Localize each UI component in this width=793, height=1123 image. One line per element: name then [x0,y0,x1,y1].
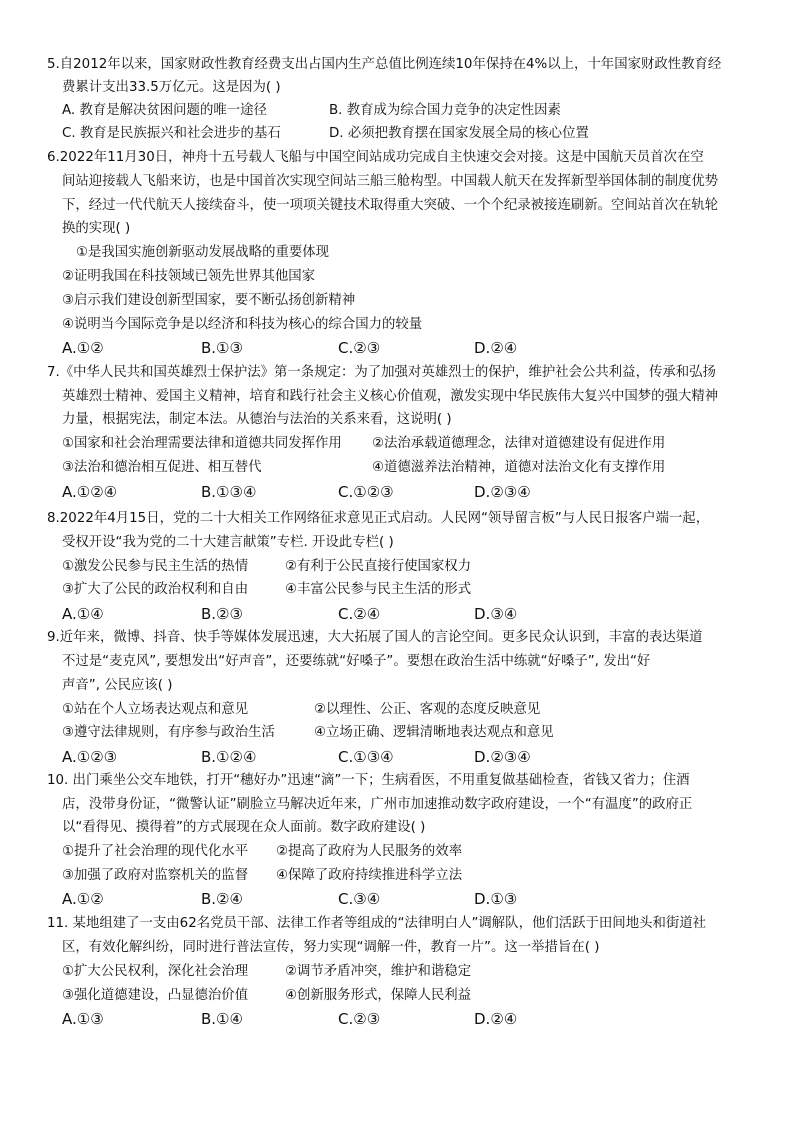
question-stem: 以“看得见、摸得着”的方式展现在众人面前。数字政府建设( ) [62,820,426,835]
statement-4: ④保障了政府持续推进科学立法 [276,868,463,883]
statement-2: ②提高了政府为人民服务的效率 [276,844,463,859]
statement-2: ②法治承载道德理念，法律对道德建设有促进作用 [372,436,666,451]
answer-a[interactable]: A.①②③ [62,748,118,766]
statement-3: ③强化道德建设，凸显德治价值 [62,988,249,1003]
question-stem: 英雄烈士精神、爱国主义精神，培育和践行社会主义核心价值观，激发实现中华民族伟大复兴中国梦的强大精神 [62,389,719,404]
answer-d[interactable]: D.②③④ [474,483,531,501]
question-stem: 7.《中华人民共和国英雄烈士保护法》第一条规定：为了加强对英雄烈士的保护，维护社会公共利益，传承和弘扬 [47,365,716,380]
answer-c[interactable]: C.③④ [338,890,381,908]
statement-3: ③扩大了公民的政治权利和自由 [62,582,249,597]
question-stem: 下，经过一代代航天人接续奋斗，使一项项关键技术取得重大突破、一个个纪录被接连刷新。空间站首次在轨轮 [62,198,719,213]
statement-4: ④创新服务形式，保障人民利益 [285,988,472,1003]
statement-3: ③法治和德治相互促进、相互替代 [62,460,262,475]
option-d[interactable]: D. 必须把教育摆在国家发展全局的核心位置 [329,126,589,141]
question-stem: 声音”, 公民应该( ) [62,678,173,693]
answer-c[interactable]: C.②④ [338,605,381,623]
answer-d[interactable]: D.②④ [474,339,518,357]
option-a[interactable]: A. 教育是解决贫困问题的唯一途径 [62,103,267,118]
answer-b[interactable]: B.②③ [201,605,243,623]
statement-2: ②调节矛盾冲突，维护和谐稳定 [285,964,472,979]
question-stem: 6.2022年11月30日，神舟十五号载人飞船与中国空间站成功完成自主快速交会对接。这是中国航天员首次在空 [47,150,704,165]
answer-b[interactable]: B.①③ [201,339,243,357]
statement-1: ①提升了社会治理的现代化水平 [62,844,249,859]
statement-4: ④立场正确、逻辑清晰地表达观点和意见 [314,725,554,740]
statement-2: ②以理性、公正、客观的态度反映意见 [314,702,541,717]
question-stem: 9.近年来，微博、抖音、快手等媒体发展迅速，大大拓展了国人的言论空间。更多民众认识到，丰富的表达渠道 [47,630,703,645]
question-stem: 11. 某地组建了一支由62名党员干部、法律工作者等组成的“法律明白人”调解队，他们活跃于田间地头和街道社 [47,916,707,931]
statement-1: ①站在个人立场表达观点和意见 [62,702,249,717]
answer-d[interactable]: D.②③④ [474,748,531,766]
answer-a[interactable]: A.①③ [62,1010,104,1028]
answer-d[interactable]: D.③④ [474,605,518,623]
statement-2: ②有利于公民直接行使国家权力 [285,559,472,574]
answer-b[interactable]: B.①④ [201,1010,243,1028]
statement-1: ①是我国实施创新驱动发展战略的重要体现 [76,245,330,260]
statement-1: ①扩大公民权利，深化社会治理 [62,964,249,979]
statement-2: ②证明我国在科技领域已领先世界其他国家 [62,269,316,284]
statement-4: ④丰富公民参与民主生活的形式 [285,582,472,597]
statement-3: ③加强了政府对监察机关的监督 [62,868,249,883]
statement-1: ①激发公民参与民主生活的热情 [62,559,249,574]
question-stem: 间站迎接载人飞船来访，也是中国首次实现空间站三船三舱构型。中国载人航天在发挥新型举国体制的制度优势 [62,174,719,189]
question-stem: 8.2022年4月15日，党的二十大相关工作网络征求意见正式启动。人民网“领导留言板”与人民日报客户端一起， [47,511,710,526]
statement-3: ③遵守法律规则，有序参与政治生活 [62,725,275,740]
question-stem: 店，没带身份证，“微警认证”刷脸立马解决近年来，广州市加速推动数字政府建设，一个“有温度”的政府正 [62,797,693,812]
answer-a[interactable]: A.①④ [62,605,104,623]
statement-4: ④说明当今国际竞争是以经济和科技为核心的综合国力的较量 [62,317,423,332]
option-c[interactable]: C. 教育是民族振兴和社会进步的基石 [62,126,281,141]
answer-b[interactable]: B.②④ [201,890,243,908]
question-stem: 力量，根据宪法，制定本法。从德治与法治的关系来看，这说明( ) [62,412,452,427]
question-stem: 不过是“麦克风”, 要想发出“好声音”，还要练就“好嗓子”。要想在政治生活中练就“好嗓子”, 发出“好 [62,654,651,669]
question-stem: 费累计支出33.5万亿元。这是因为( ) [62,80,281,95]
question-stem: 区，有效化解纠纷，同时进行普法宣传，努力实现“调解一件，教育一片”。这一举措旨在( ) [62,940,600,955]
option-b[interactable]: B. 教育成为综合国力竞争的决定性因素 [329,103,561,118]
question-stem: 换的实现( ) [62,221,131,236]
answer-d[interactable]: D.①③ [474,890,518,908]
answer-c[interactable]: C.①③④ [338,748,394,766]
answer-b[interactable]: B.①②④ [201,748,257,766]
answer-a[interactable]: A.①②④ [62,483,118,501]
answer-c[interactable]: C.②③ [338,1010,381,1028]
answer-c[interactable]: C.①②③ [338,483,394,501]
answer-b[interactable]: B.①③④ [201,483,257,501]
question-stem: 受权开设“我为党的二十大建言献策”专栏. 开设此专栏( ) [62,535,394,550]
answer-d[interactable]: D.②④ [474,1010,518,1028]
question-stem: 5.自2012年以来，国家财政性教育经费支出占国内生产总值比例连续10年保持在4%以上，十年国家财政性教育经 [47,57,722,72]
question-stem: 10. 出门乘坐公交车地铁，打开“穗好办”迅速“滴”一下；生病看医，不用重复做基础检查，省钱又省力；住酒 [47,773,690,788]
statement-1: ①国家和社会治理需要法律和道德共同发挥作用 [62,436,342,451]
statement-3: ③启示我们建设创新型国家，要不断弘扬创新精神 [62,293,356,308]
answer-c[interactable]: C.②③ [338,339,381,357]
statement-4: ④道德滋养法治精神，道德对法治文化有支撑作用 [372,460,666,475]
answer-a[interactable]: A.①② [62,339,104,357]
answer-a[interactable]: A.①② [62,890,104,908]
